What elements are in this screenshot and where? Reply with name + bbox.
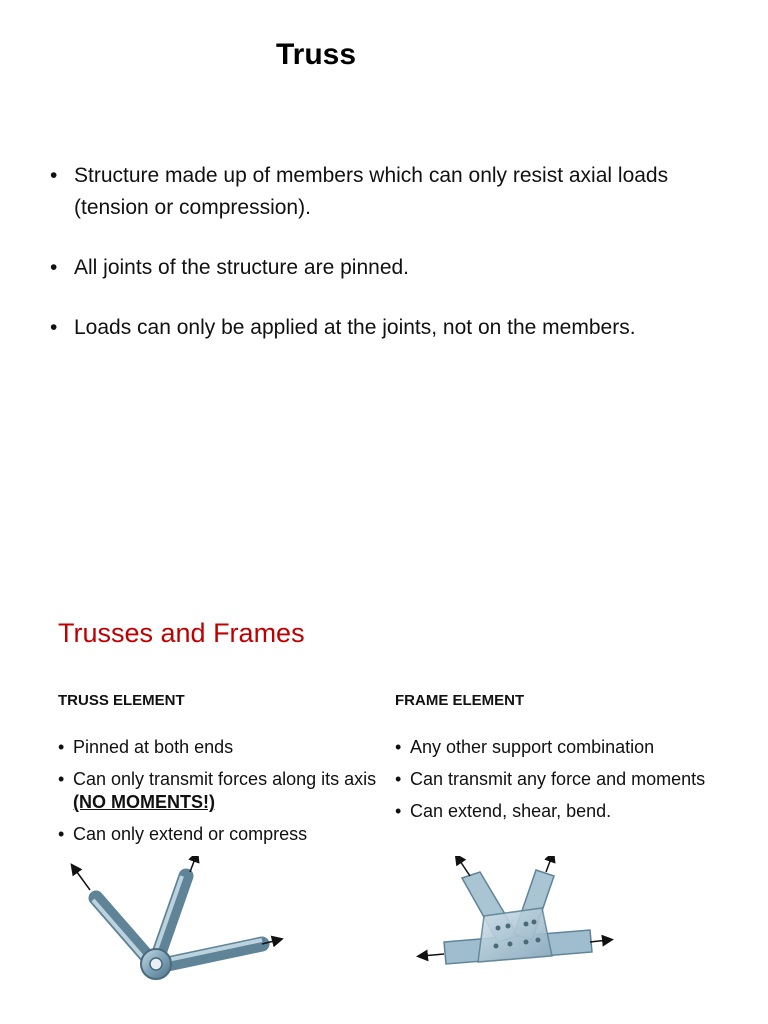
bullet-item (58, 768, 378, 814)
column-heading: FRAME ELEMENT (395, 692, 525, 709)
slide-trusses-and-frames (0, 512, 768, 1024)
frame-joint-illustration (414, 856, 614, 996)
bullet-item: • Can only extend or compress (58, 823, 378, 846)
truss-element-column (58, 692, 378, 855)
bullet-item: • Any other support combination (395, 736, 715, 759)
bullet-item: • Can transmit any force and moments (395, 768, 715, 791)
bullet-item: • Loads can only be applied at the joints, not on the members. (50, 312, 730, 344)
slide-title: Truss (276, 38, 357, 71)
frame-bullet-list (395, 736, 715, 823)
truss-joint-illustration (66, 856, 286, 1006)
bullet-item: • Structure made up of members which can only resist axial loads (tension or compression). (50, 160, 730, 224)
bullet-text: Can only transmit forces along its axis (73, 769, 377, 789)
bullet-item: • Pinned at both ends (58, 736, 378, 759)
bullet-item: • All joints of the structure are pinned. (50, 252, 730, 284)
column-heading: TRUSS ELEMENT (58, 692, 185, 709)
bullet-list (50, 160, 730, 372)
frame-element-column (395, 692, 715, 832)
slide-title: Trusses and Frames (58, 618, 305, 648)
truss-bullet-list (58, 736, 378, 846)
emphasis-text: (NO MOMENTS!) (73, 792, 215, 812)
bullet-item: • Can extend, shear, bend. (395, 800, 715, 823)
